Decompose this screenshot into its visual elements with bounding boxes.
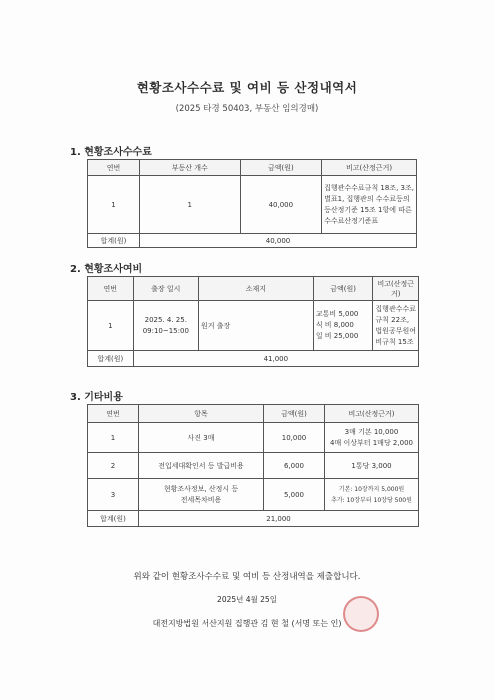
cell-no: 3 [88, 479, 139, 511]
section2-heading: 2. 현황조사여비 [70, 264, 143, 275]
section1-heading: 1. 현황조사수수료 [70, 147, 152, 158]
cell-amount: 5,000 [264, 479, 325, 511]
note-line: 집행관수수료규칙 18조, 3조, [324, 183, 414, 192]
total-label: 합계(원) [88, 351, 134, 367]
signature-line: 대전지방법원 서산지원 집행관 김 현 철 (서명 또는 인) [152, 619, 342, 628]
datetime-line: 09:10~15:00 [142, 326, 189, 335]
cell-amount: 40,000 [240, 176, 322, 234]
header-amount: 금액(원) [313, 277, 373, 301]
submission-statement: 위와 같이 현황조사수수료 및 여비 등 산정내역을 제출합니다. [133, 572, 361, 582]
item-line: 현황조사정보, 산정시 등 [163, 484, 239, 493]
note-line: 별표1, 집행관의 수수료등의 [324, 194, 410, 203]
note-line: 법원공무원여 [375, 326, 416, 335]
table-row [88, 423, 419, 453]
header-no: 연번 [88, 160, 140, 176]
note-line: 규칙 22조, [375, 315, 410, 324]
note-line: 추가: 10장부터 10장당 500원 [331, 496, 412, 504]
header-no: 연번 [88, 277, 134, 301]
total-value: 41,000 [133, 351, 418, 367]
cell-note [325, 479, 419, 511]
datetime-line: 2025. 4. 25. [144, 315, 187, 324]
cell-note [322, 176, 417, 234]
section3-table [87, 404, 419, 527]
total-label: 합계(원) [88, 511, 139, 527]
section2-table [87, 276, 419, 367]
header-note: 비고(산정근거) [373, 277, 419, 301]
cell-item: 전입세대확인서 등 발급비용 [139, 453, 264, 479]
cell-amount: 6,000 [264, 453, 325, 479]
header-amount: 금액(원) [264, 405, 325, 423]
section3-heading: 3. 기타비용 [70, 392, 123, 403]
cell-count: 1 [140, 176, 241, 234]
cell-location: 원거 출장 [198, 301, 313, 351]
note-line: 집행관수수료 [375, 304, 416, 313]
cell-note [373, 301, 419, 351]
header-datetime: 출장 일시 [133, 277, 198, 301]
note-line: 기본: 10장까지 5,000원 [338, 485, 405, 493]
header-note: 비고(산정근거) [325, 405, 419, 423]
cell-no: 1 [88, 301, 134, 351]
official-seal [343, 596, 379, 632]
cell-item [139, 479, 264, 511]
note-line: 4매 이상부터 1매당 2,000 [330, 438, 413, 447]
total-label: 합계(원) [88, 234, 140, 248]
document-title: 현황조사수수료 및 여비 등 산정내역서 [136, 80, 358, 95]
cell-amounts [313, 301, 373, 351]
case-subtitle: (2025 타경 50403, 부동산 임의경매) [175, 104, 319, 114]
header-location: 소재지 [198, 277, 313, 301]
submission-date: 2025년 4월 25일 [217, 595, 277, 604]
header-amount: 금액(원) [240, 160, 322, 176]
item-line: 전세목차비용 [180, 495, 222, 504]
header-item: 항목 [139, 405, 264, 423]
amount-line: 일 비 25,000 [315, 332, 359, 340]
note-line: 등산정기준 15조 1항에 따른 [324, 205, 412, 214]
total-value: 40,000 [140, 234, 417, 248]
note-line: 비규칙 15조 [375, 337, 414, 346]
amount-line: 식 비 8,000 [315, 321, 354, 329]
header-note: 비고(산정근거) [322, 160, 417, 176]
cell-note: 1통당 3,000 [325, 453, 419, 479]
table-row [88, 479, 419, 511]
cell-datetime [133, 301, 198, 351]
amount-line: 교통비 5,000 [315, 310, 359, 318]
cell-no: 2 [88, 453, 139, 479]
total-value: 21,000 [139, 511, 419, 527]
note-line: 수수료산정기준표 [324, 216, 379, 225]
cell-no: 1 [88, 176, 140, 234]
table-row [88, 453, 419, 479]
section1-table [87, 159, 417, 248]
note-line: 3매 기본 10,000 [344, 427, 399, 436]
header-no: 연번 [88, 405, 139, 423]
cell-note [325, 423, 419, 453]
cell-no: 1 [88, 423, 139, 453]
cell-item: 사진 3매 [139, 423, 264, 453]
header-count: 부동산 개수 [140, 160, 241, 176]
cell-amount: 10,000 [264, 423, 325, 453]
